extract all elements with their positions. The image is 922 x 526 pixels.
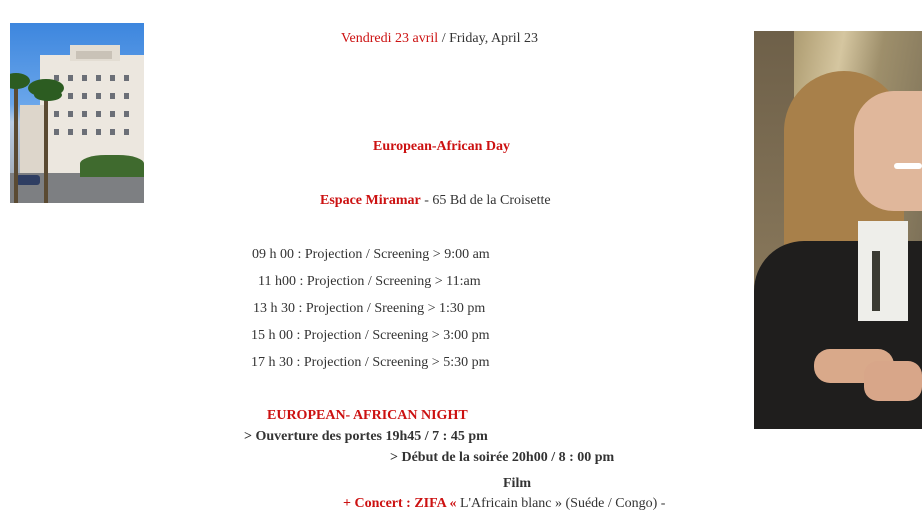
night-title: EUROPEAN- AFRICAN NIGHT	[267, 408, 468, 423]
concert-line	[343, 496, 665, 512]
schedule-item: 13 h 30 : Projection / Sreening > 1:30 pm	[253, 301, 486, 316]
venue-name: Espace Miramar	[320, 193, 421, 208]
venue-line	[320, 193, 551, 209]
schedule-item: 09 h 00 : Projection / Screening > 9:00 am	[252, 247, 490, 262]
date-en: Friday, April 23	[449, 31, 539, 46]
venue-address: - 65 Bd de la Croisette	[420, 193, 551, 208]
artist-photo	[754, 31, 922, 429]
schedule-item: 11 h00 : Projection / Screening > 11:am	[258, 274, 481, 289]
concert-description: L'Africain blanc » (Suéde / Congo) -	[456, 496, 666, 511]
start-time: > Début de la soirée 20h00 / 8 : 00 pm	[390, 450, 615, 465]
schedule-item: 15 h 00 : Projection / Screening > 3:00 pm	[251, 328, 490, 343]
date-fr: Vendredi 23 avril	[341, 31, 439, 46]
concert-prefix: + Concert : ZIFA «	[343, 496, 457, 511]
doors-time: > Ouverture des portes 19h45 / 7 : 45 pm	[244, 429, 488, 444]
date-separator: /	[438, 31, 450, 46]
schedule-item: 17 h 30 : Projection / Screening > 5:30 pm	[251, 355, 490, 370]
date-line	[341, 31, 538, 47]
event-title: European-African Day	[373, 139, 511, 154]
film-label: Film	[503, 476, 531, 491]
building-photo	[10, 23, 144, 203]
